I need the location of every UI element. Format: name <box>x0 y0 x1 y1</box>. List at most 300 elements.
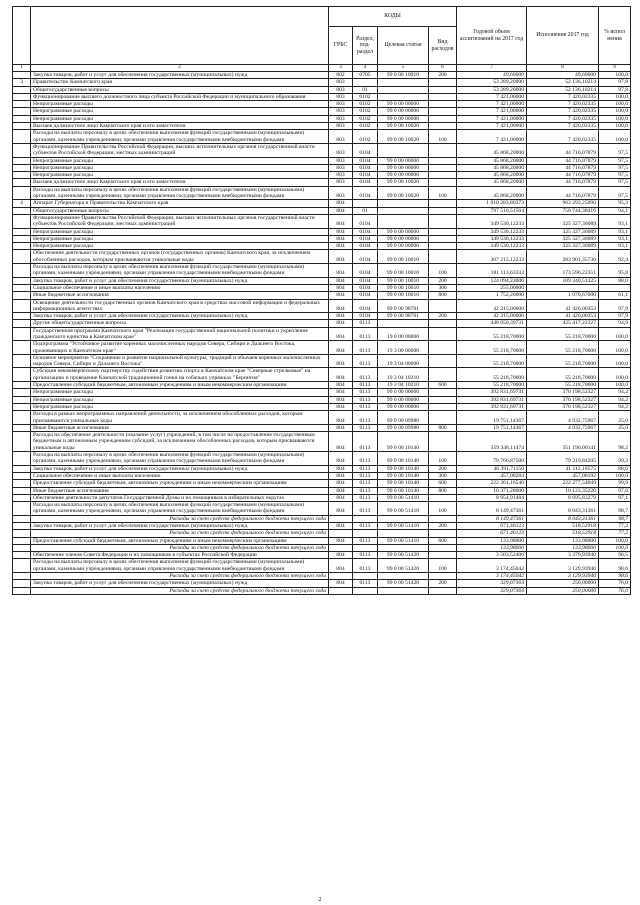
table-cell: 97,5 <box>599 164 631 171</box>
table-cell: Высшее должностное лицо Камчатского края и его заместители <box>31 179 329 186</box>
table-cell: 300 <box>429 472 457 479</box>
table-cell <box>13 299 31 313</box>
table-cell: 92,4 <box>599 250 631 264</box>
table-cell: 803 <box>329 164 353 171</box>
table-cell: 133,98000 <box>527 544 599 551</box>
table-cell: 100,0 <box>599 368 631 382</box>
table-cell: 222 277,54049 <box>527 480 599 487</box>
table-row <box>13 284 631 291</box>
table-cell <box>13 101 31 108</box>
table-row <box>13 243 631 250</box>
table-cell: 8 695,83279 <box>527 494 599 501</box>
table-row <box>13 382 631 389</box>
table-cell: 0113 <box>353 502 378 516</box>
table-cell: 100 <box>429 186 457 200</box>
table-cell: Расходы на выплаты персоналу в целях обеспечения выполнения функций государственными (муниципальными) органами, казенными учреждениями, органами управления государственными внебюджетными фондами <box>31 452 329 466</box>
table-cell <box>13 292 31 299</box>
table-cell: 804 <box>329 472 353 479</box>
table-cell <box>13 143 31 157</box>
table-cell: 8 149,47361 <box>457 502 527 516</box>
table-cell: 804 <box>329 284 353 291</box>
table-cell <box>13 123 31 130</box>
table-cell: 802 <box>329 72 353 79</box>
table-cell: 100 <box>429 559 457 573</box>
table-cell: 99 0 00 00000 <box>378 228 429 235</box>
table-cell <box>429 494 457 501</box>
table-cell: 53 289,20000 <box>457 79 527 86</box>
table-cell: 803 <box>329 101 353 108</box>
table-cell <box>13 228 31 235</box>
table-cell <box>13 72 31 79</box>
table-cell: 457,08192 <box>527 472 599 479</box>
table-cell: 99 0 00 51420 <box>378 552 429 559</box>
table-cell: 88,6 <box>599 465 631 472</box>
table-cell: Правительство Камчатского края <box>31 79 329 86</box>
table-cell: 93,1 <box>599 214 631 228</box>
table-cell: 98,6 <box>599 573 631 580</box>
table-cell: 0113 <box>353 389 378 396</box>
table-cell <box>353 79 378 86</box>
table-cell: 98,6 <box>599 559 631 573</box>
table-cell <box>527 284 599 291</box>
table-cell: 0113 <box>353 465 378 472</box>
table-cell: 804 <box>329 354 353 368</box>
table-cell: 7 420,02335 <box>527 101 599 108</box>
colnum: 2 <box>31 65 329 72</box>
table-cell: Расходы на выплаты персоналу в целях обеспечения выполнения функций государственными (муниципальными) органами, казенными учреждениями, органами управления государственными внебюджетными фондами <box>31 559 329 573</box>
table-cell <box>13 186 31 200</box>
table-cell: 804 <box>329 250 353 264</box>
table-cell: Предоставление субсидий бюджетным, автономным учреждениям и иным некоммерческим организациям <box>31 537 329 544</box>
table-cell <box>429 235 457 242</box>
table-cell: 97,5 <box>599 143 631 157</box>
table-cell <box>353 573 378 580</box>
table-row <box>13 200 631 207</box>
table-cell <box>599 284 631 291</box>
table-cell: 25,0 <box>599 424 631 431</box>
table-cell: 804 <box>329 368 353 382</box>
table-cell: 97,5 <box>599 172 631 179</box>
table-cell: 99 0 00 51410 <box>378 502 429 516</box>
table-cell: 804 <box>329 502 353 516</box>
table-cell: 19 751,14367 <box>457 411 527 425</box>
table-cell: 803 <box>329 93 353 100</box>
table-cell: 325 327,36089 <box>527 243 599 250</box>
table-row <box>13 396 631 403</box>
table-row <box>13 587 631 594</box>
table-row <box>13 465 631 472</box>
table-cell: 45 868,20000 <box>457 179 527 186</box>
table-cell <box>429 207 457 214</box>
table-cell: Непрограммные расходы <box>31 164 329 171</box>
table-row <box>13 327 631 341</box>
table-cell: 76,0 <box>599 587 631 594</box>
table-cell: 3 379,93940 <box>527 552 599 559</box>
table-cell: 349 530,12233 <box>457 235 527 242</box>
table-cell: 518,52918 <box>527 523 599 530</box>
table-cell: 804 <box>329 552 353 559</box>
table-row <box>13 277 631 284</box>
table-cell: 1 752,26000 <box>457 292 527 299</box>
table-cell: 803 <box>329 108 353 115</box>
colnum: 8 <box>527 65 599 72</box>
table-cell: 804 <box>329 235 353 242</box>
table-cell: Закупка товаров, работ и услуг для обеспечения государственных (муниципальных) нужд <box>31 523 329 530</box>
table-cell: 804 <box>329 320 353 327</box>
table-cell: 7 420,02335 <box>527 123 599 130</box>
table-cell: 0113 <box>353 411 378 425</box>
table-cell: 100,0 <box>599 341 631 355</box>
table-cell: 95,3 <box>599 200 631 207</box>
table-cell: 124 094,23000 <box>457 277 527 284</box>
table-cell: 349 530,12233 <box>457 228 527 235</box>
table-cell: 55 218,70000 <box>457 368 527 382</box>
table-cell <box>13 264 31 278</box>
table-row <box>13 530 631 537</box>
table-cell: 325 327,36089 <box>527 214 599 228</box>
table-cell: 7 420,02335 <box>527 93 599 100</box>
table-cell: 370 198,52327 <box>527 396 599 403</box>
table-cell: Непрограммные расходы <box>31 235 329 242</box>
table-cell: 99,3 <box>599 452 631 466</box>
table-cell <box>429 200 457 207</box>
table-row <box>13 472 631 479</box>
table-cell <box>429 341 457 355</box>
table-cell: 200 <box>429 313 457 320</box>
table-cell: 4 932,75967 <box>527 411 599 425</box>
table-cell: 100 <box>429 264 457 278</box>
table-cell: Непрограммные расходы <box>31 115 329 122</box>
table-cell: Расходы в рамках непрограммных направлений деятельности, за исключением обособленных расходов, которым присваиваются уникальные коды <box>31 411 329 425</box>
table-cell <box>13 396 31 403</box>
table-cell: Расходы на выплаты персоналу в целях обеспечения выполнения функций государственными (муниципальными) органами, казенными учреждениями, органами управления государственными внебюджетными фондами <box>31 264 329 278</box>
table-cell <box>13 341 31 355</box>
table-cell: 200 <box>429 523 457 530</box>
table-cell: 0102 <box>353 123 378 130</box>
table-cell: Непрограммные расходы <box>31 228 329 235</box>
table-cell <box>329 573 353 580</box>
table-cell: 79 219,84205 <box>527 452 599 466</box>
table-cell: 61,1 <box>599 292 631 299</box>
table-cell: 0113 <box>353 403 378 410</box>
table-cell: 100,0 <box>599 115 631 122</box>
header-annual: Годовой объем ассигнований на 2017 год <box>457 7 527 65</box>
table-cell: Функционирование Правительства Российской Федерации, высших исполнительных органов государственной власти субъектов Российской Федерации, местных администраций <box>31 214 329 228</box>
table-cell: 77,2 <box>599 523 631 530</box>
table-cell: 44 716,07879 <box>527 186 599 200</box>
table-cell <box>13 243 31 250</box>
table-cell: Социальное обеспечение и иные выплаты населению <box>31 284 329 291</box>
table-cell: 0113 <box>353 480 378 487</box>
table-cell: 963 293,25090 <box>527 200 599 207</box>
table-cell: 100 <box>429 130 457 144</box>
table-cell: 250,00000 <box>527 580 599 587</box>
table-cell: 99 0 00 51420 <box>378 580 429 587</box>
table-row <box>13 101 631 108</box>
table-cell: 55 218,70000 <box>457 354 527 368</box>
table-cell: 0104 <box>353 277 378 284</box>
table-cell: 803 <box>329 143 353 157</box>
table-cell <box>13 108 31 115</box>
table-cell: 0104 <box>353 313 378 320</box>
table-cell <box>378 93 429 100</box>
table-row <box>13 573 631 580</box>
table-cell: 804 <box>329 432 353 452</box>
table-cell <box>429 86 457 93</box>
table-row <box>13 186 631 200</box>
table-row <box>13 172 631 179</box>
table-cell: 0113 <box>353 354 378 368</box>
colnum: 9 <box>599 65 631 72</box>
table-cell <box>13 157 31 164</box>
table-cell: 200 <box>429 72 457 79</box>
table-cell: 0113 <box>353 341 378 355</box>
table-cell: Обеспечение членов Совета Федерации и их помощников в субъектах Российской Федерации <box>31 552 329 559</box>
table-row <box>13 544 631 551</box>
table-cell: 804 <box>329 341 353 355</box>
table-cell: Общегосударственные вопросы <box>31 86 329 93</box>
table-cell: 255,00000 <box>457 284 527 291</box>
table-cell <box>13 587 31 594</box>
table-cell: 804 <box>329 299 353 313</box>
table-cell <box>13 465 31 472</box>
table-cell: Закупка товаров, работ и услуг для обеспечения государственных (муниципальных) нужд <box>31 465 329 472</box>
table-cell: 4 <box>13 200 31 207</box>
table-cell <box>13 403 31 410</box>
table-cell: 804 <box>329 480 353 487</box>
table-cell: 19 751,14367 <box>457 424 527 431</box>
table-row <box>13 115 631 122</box>
table-cell: 329,07364 <box>457 580 527 587</box>
table-cell <box>429 327 457 341</box>
table-row <box>13 580 631 587</box>
table-cell: 99 0 00 10140 <box>378 432 429 452</box>
table-cell: 52 136,10214 <box>527 86 599 93</box>
table-cell: 0104 <box>353 157 378 164</box>
table-cell: 19 3 04 10210 <box>378 368 429 382</box>
table-row <box>13 389 631 396</box>
table-cell <box>13 86 31 93</box>
table-cell: Социальное обеспечение и иные выплаты населению <box>31 472 329 479</box>
table-cell: 97,5 <box>599 186 631 200</box>
table-cell <box>13 424 31 431</box>
table-cell: 100 <box>429 502 457 516</box>
table-cell: 0113 <box>353 580 378 587</box>
table-row <box>13 264 631 278</box>
table-cell: 99 0 00 00000 <box>378 235 429 242</box>
table-cell: 803 <box>329 115 353 122</box>
table-cell: 55 218,70000 <box>457 382 527 389</box>
table-cell: 99 0 00 10020 <box>378 179 429 186</box>
table-cell: 804 <box>329 411 353 425</box>
table-row <box>13 480 631 487</box>
table-cell: 448 050,39731 <box>457 320 527 327</box>
table-row <box>13 341 631 355</box>
table-cell: 100,0 <box>599 472 631 479</box>
table-cell: 7 420,02335 <box>527 130 599 144</box>
table-cell: 0113 <box>353 494 378 501</box>
table-cell <box>13 368 31 382</box>
header-name <box>31 7 329 65</box>
table-cell <box>429 164 457 171</box>
table-cell: 803 <box>329 186 353 200</box>
table-cell: 7 421,00000 <box>457 123 527 130</box>
column-numbers-row <box>13 65 631 72</box>
table-cell: 79 766,87500 <box>457 452 527 466</box>
table-cell: 0113 <box>353 382 378 389</box>
table-cell: Непрограммные расходы <box>31 172 329 179</box>
table-cell: 804 <box>329 207 353 214</box>
table-cell <box>13 354 31 368</box>
table-cell: 99 0 00 00000 <box>378 108 429 115</box>
table-cell: Предоставление субсидий бюджетным, автономным учреждениям и иным некоммерческим организациям <box>31 480 329 487</box>
table-cell: 804 <box>329 424 353 431</box>
table-cell <box>378 320 429 327</box>
table-cell: 8 043,31361 <box>527 502 599 516</box>
table-cell: 349 530,12233 <box>457 243 527 250</box>
table-cell: 804 <box>329 452 353 466</box>
table-cell: 99 0 00 10010 <box>378 250 429 264</box>
table-header <box>13 7 631 72</box>
table-cell: 3 503,52406 <box>457 552 527 559</box>
table-row <box>13 250 631 264</box>
table-cell: 99 0 00 98701 <box>378 313 429 320</box>
table-cell: 133,98000 <box>457 537 527 544</box>
table-cell: 804 <box>329 389 353 396</box>
table-cell: 804 <box>329 327 353 341</box>
table-cell: 803 <box>329 130 353 144</box>
table-row <box>13 164 631 171</box>
table-cell: Расходы за счет средств федерального бюджета текущего года <box>31 587 329 594</box>
table-cell: 99 0 00 09980 <box>378 424 429 431</box>
table-cell: 0104 <box>353 179 378 186</box>
table-cell: 99 0 00 10010 <box>378 292 429 299</box>
header-num <box>13 7 31 65</box>
table-cell <box>353 530 378 537</box>
table-cell: 0104 <box>353 250 378 264</box>
table-cell: 803 <box>329 86 353 93</box>
table-cell <box>378 214 429 228</box>
table-cell <box>13 502 31 516</box>
table-cell: 0104 <box>353 299 378 313</box>
table-cell: 10 123,35220 <box>527 487 599 494</box>
table-cell: Закупка товаров, работ и услуг для обеспечения государственных (муниципальных) нужд <box>31 72 329 79</box>
table-row <box>13 411 631 425</box>
table-cell: 100,0 <box>599 537 631 544</box>
table-row <box>13 292 631 299</box>
table-cell <box>13 235 31 242</box>
table-cell: 95,8 <box>599 264 631 278</box>
table-cell: Основное мероприятие "Сохранение и развитие национальной культуры, традиций и обычаев коренных малочисленных народов Севера, Сибири и Дальнего Востока" <box>31 354 329 368</box>
table-cell: 42 315,00000 <box>457 313 527 320</box>
table-cell: Иные бюджетные ассигнования <box>31 292 329 299</box>
table-cell <box>13 172 31 179</box>
table-cell <box>13 115 31 122</box>
table-row <box>13 79 631 86</box>
table-row <box>13 123 631 130</box>
table-row <box>13 494 631 501</box>
table-cell <box>13 530 31 537</box>
table-cell <box>13 382 31 389</box>
table-cell: 8 954,91484 <box>457 494 527 501</box>
table-cell: 804 <box>329 465 353 472</box>
table-cell: 3 174,45042 <box>457 573 527 580</box>
table-cell <box>429 530 457 537</box>
table-cell: 0102 <box>353 130 378 144</box>
table-cell: Расходы на выплаты персоналу в целях обеспечения выполнения функций государственными (муниципальными) органами, казенными учреждениями, органами управления государственными внебюджетными фондами <box>31 502 329 516</box>
table-row <box>13 320 631 327</box>
table-cell: 392 831,69731 <box>457 396 527 403</box>
table-cell: 99 0 00 10140 <box>378 465 429 472</box>
table-cell <box>378 207 429 214</box>
table-cell: 100,0 <box>599 382 631 389</box>
table-cell: 804 <box>329 228 353 235</box>
table-cell: 1 010 283,80373 <box>457 200 527 207</box>
table-cell: 797 510,51564 <box>457 207 527 214</box>
table-cell: 98,2 <box>599 432 631 452</box>
table-cell: 250,00000 <box>527 587 599 594</box>
header-executed: Исполнение 2017 год <box>527 7 599 65</box>
table-cell: 1 070,67000 <box>527 292 599 299</box>
table-cell: 7 421,00000 <box>457 101 527 108</box>
table-cell <box>429 157 457 164</box>
table-cell: 99 0 00 00000 <box>378 101 429 108</box>
table-cell: 200 <box>429 580 457 587</box>
table-cell: Предоставление субсидий бюджетным, автономным учреждениям и иным некоммерческим организациям <box>31 382 329 389</box>
table-cell: 804 <box>329 559 353 573</box>
colnum: 4 <box>353 65 378 72</box>
table-cell: 804 <box>329 292 353 299</box>
table-cell <box>13 580 31 587</box>
table-cell: 99 0 00 10010 <box>378 284 429 291</box>
table-cell: 100,0 <box>599 123 631 130</box>
table-cell <box>429 179 457 186</box>
table-cell <box>378 200 429 207</box>
table-cell <box>429 79 457 86</box>
table-row <box>13 523 631 530</box>
table-row <box>13 552 631 559</box>
table-cell: 97,8 <box>599 79 631 86</box>
table-cell <box>429 250 457 264</box>
table-cell: 804 <box>329 396 353 403</box>
table-cell: 99 0 00 98701 <box>378 299 429 313</box>
table-cell <box>13 432 31 452</box>
table-cell <box>378 587 429 594</box>
table-cell: Обеспечение деятельности депутатов Государственной Думы и их помощников в избирательных округах <box>31 494 329 501</box>
table-cell: 0104 <box>353 186 378 200</box>
table-cell: 0102 <box>353 93 378 100</box>
table-cell: 93,1 <box>599 228 631 235</box>
table-row <box>13 86 631 93</box>
table-row <box>13 559 631 573</box>
table-cell: Другие общегосударственные вопросы <box>31 320 329 327</box>
table-cell <box>378 530 429 537</box>
table-cell: 307 215,12233 <box>457 250 527 264</box>
table-cell: Обеспечение деятельности государственных органов (государственных органов) Камчатского края, за исключением обособленных расходов, которым присваиваются уникальные коды <box>31 250 329 264</box>
table-cell: 173 590,22351 <box>527 264 599 278</box>
table-cell <box>13 164 31 171</box>
table-cell: 19 0 00 00000 <box>378 327 429 341</box>
table-cell: 300 <box>429 284 457 291</box>
table-cell: 0113 <box>353 432 378 452</box>
table-cell <box>13 250 31 264</box>
table-cell: 44 716,07879 <box>527 164 599 171</box>
table-cell: 97,1 <box>599 494 631 501</box>
table-cell: 803 <box>329 179 353 186</box>
table-cell: Закупка товаров, работ и услуг для обеспечения государственных (муниципальных) нужд <box>31 580 329 587</box>
table-cell <box>13 277 31 284</box>
table-cell: 359 348,11474 <box>457 432 527 452</box>
